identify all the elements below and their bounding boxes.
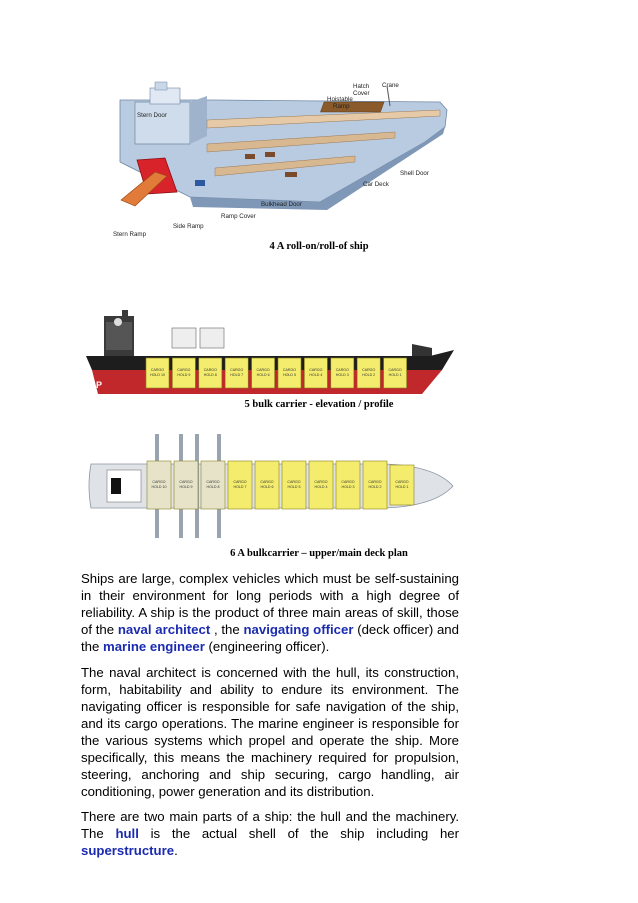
label-hoistable-ramp: Hoistable <box>327 96 353 103</box>
cargo-hold-label: HOLD 1 <box>388 373 402 377</box>
label-ramp-cover: Ramp Cover <box>221 213 256 220</box>
deck-hold-label: CARGO <box>314 480 328 484</box>
cargo-hold-label: CARGO <box>362 368 376 372</box>
keyword-naval-architect[interactable]: naval architect <box>117 622 211 637</box>
cargo-hold-label: HOLD 7 <box>230 373 244 377</box>
cargo-hold-label: CARGO <box>230 368 244 372</box>
cargo-hold-label: HOLD 10 <box>150 373 165 377</box>
deck-hold-label: CARGO <box>287 480 301 484</box>
label-side-ramp: Side Ramp <box>173 223 204 230</box>
deck-hold-label: CARGO <box>233 480 247 484</box>
cargo-hold-label: CARGO <box>177 368 191 372</box>
bulk-carrier-elevation <box>82 296 457 396</box>
cargo-hold-label: CARGO <box>309 368 323 372</box>
deck-hold-label: CARGO <box>395 480 409 484</box>
deck-hold-label: HOLD 2 <box>368 485 382 489</box>
cargo-hold-label: HOLD 4 <box>309 373 323 377</box>
keyword-superstructure[interactable]: superstructure <box>81 843 175 858</box>
label-stern-ramp: Stern Ramp <box>113 231 147 238</box>
cargo-hold-label: HOLD 3 <box>335 373 349 377</box>
svg-text:Ramp: Ramp <box>333 103 350 110</box>
cargo-hold-label: CARGO <box>335 368 349 372</box>
cargo-hold-label: CARGO <box>203 368 217 372</box>
svg-text:P: P <box>96 380 103 390</box>
bulk-carrier-deck-plan <box>85 430 457 542</box>
deck-hold-label: HOLD 8 <box>206 485 220 489</box>
paragraph-roles: The naval architect is concerned with the hull, its construction, form, habitability and ability to endure its environment. The navigating officer is responsible for safe navigation of the ship, and its cargo operations. The marine engineer is responsible for the various systems which propel and operate the ship. More specifically, this means the machinery required for propulsion, steering, anchoring and ship securing, cargo handling, air conditioning, power generation and its distribution. <box>81 665 459 799</box>
deck-hold-label: HOLD 10 <box>151 485 167 489</box>
cargo-hold-label: HOLD 9 <box>177 373 191 377</box>
keyword-navigating-officer[interactable]: navigating officer <box>243 622 354 637</box>
label-stern-door: Stern Door <box>137 112 167 119</box>
deck-hold-label: HOLD 4 <box>314 485 328 489</box>
label-crane: Crane <box>382 82 399 89</box>
deck-hold-label: HOLD 9 <box>179 485 193 489</box>
cargo-hold-label: CARGO <box>282 368 297 372</box>
deck-hold-label: CARGO <box>368 480 382 484</box>
roro-ship-illustration <box>95 72 475 242</box>
keyword-hull[interactable]: hull <box>115 826 139 841</box>
deck-hold-label: HOLD 5 <box>287 485 301 489</box>
cargo-hold-label: HOLD 5 <box>283 373 296 377</box>
label-bulkhead-door: Bulkhead Door <box>261 201 302 208</box>
deck-hold-label: CARGO <box>260 480 274 484</box>
paragraph-intro: Ships are large, complex vehicles which must be self-sustaining in their environment for long periods with a high degree of reliability. A ship is the product of three main areas of skill, those of the naval architect , the navigating officer (deck officer) and the marine engineer (engineering officer). <box>81 571 459 654</box>
deck-hold-label: HOLD 1 <box>395 485 409 489</box>
deck-hold-label: CARGO <box>179 480 193 484</box>
figure6-caption: 6 A bulkcarrier – upper/main deck plan <box>230 548 408 559</box>
svg-text:Cover: Cover <box>353 90 370 97</box>
paragraph-hull: There are two main parts of a ship: the hull and the machinery. The hull is the actual shell of the ship including her superstructure. <box>81 809 460 858</box>
cargo-hold-label: CARGO <box>150 368 165 372</box>
cargo-hold-label: HOLD 2 <box>362 373 376 377</box>
label-shell-door: Shell Door <box>400 170 429 177</box>
cargo-hold-label: HOLD 6 <box>256 373 270 377</box>
deck-hold-label: CARGO <box>341 480 355 484</box>
cargo-hold-label: HOLD 8 <box>203 373 217 377</box>
label-hatch-cover: Hatch <box>353 83 370 90</box>
figure5-caption: 5 bulk carrier - elevation / profile <box>244 399 394 410</box>
deck-hold-label: HOLD 3 <box>341 485 355 489</box>
cargo-hold-label: CARGO <box>256 368 270 372</box>
label-car-deck: Car Deck <box>363 181 389 188</box>
cargo-hold-label: CARGO <box>388 368 402 372</box>
deck-hold-label: CARGO <box>206 480 220 484</box>
deck-hold-label: HOLD 7 <box>233 485 247 489</box>
deck-hold-label: HOLD 6 <box>260 485 274 489</box>
keyword-marine-engineer[interactable]: marine engineer <box>103 639 205 654</box>
figure4-caption: 4 A roll-on/roll-of ship <box>269 241 369 252</box>
deck-hold-label: CARGO <box>152 480 166 484</box>
